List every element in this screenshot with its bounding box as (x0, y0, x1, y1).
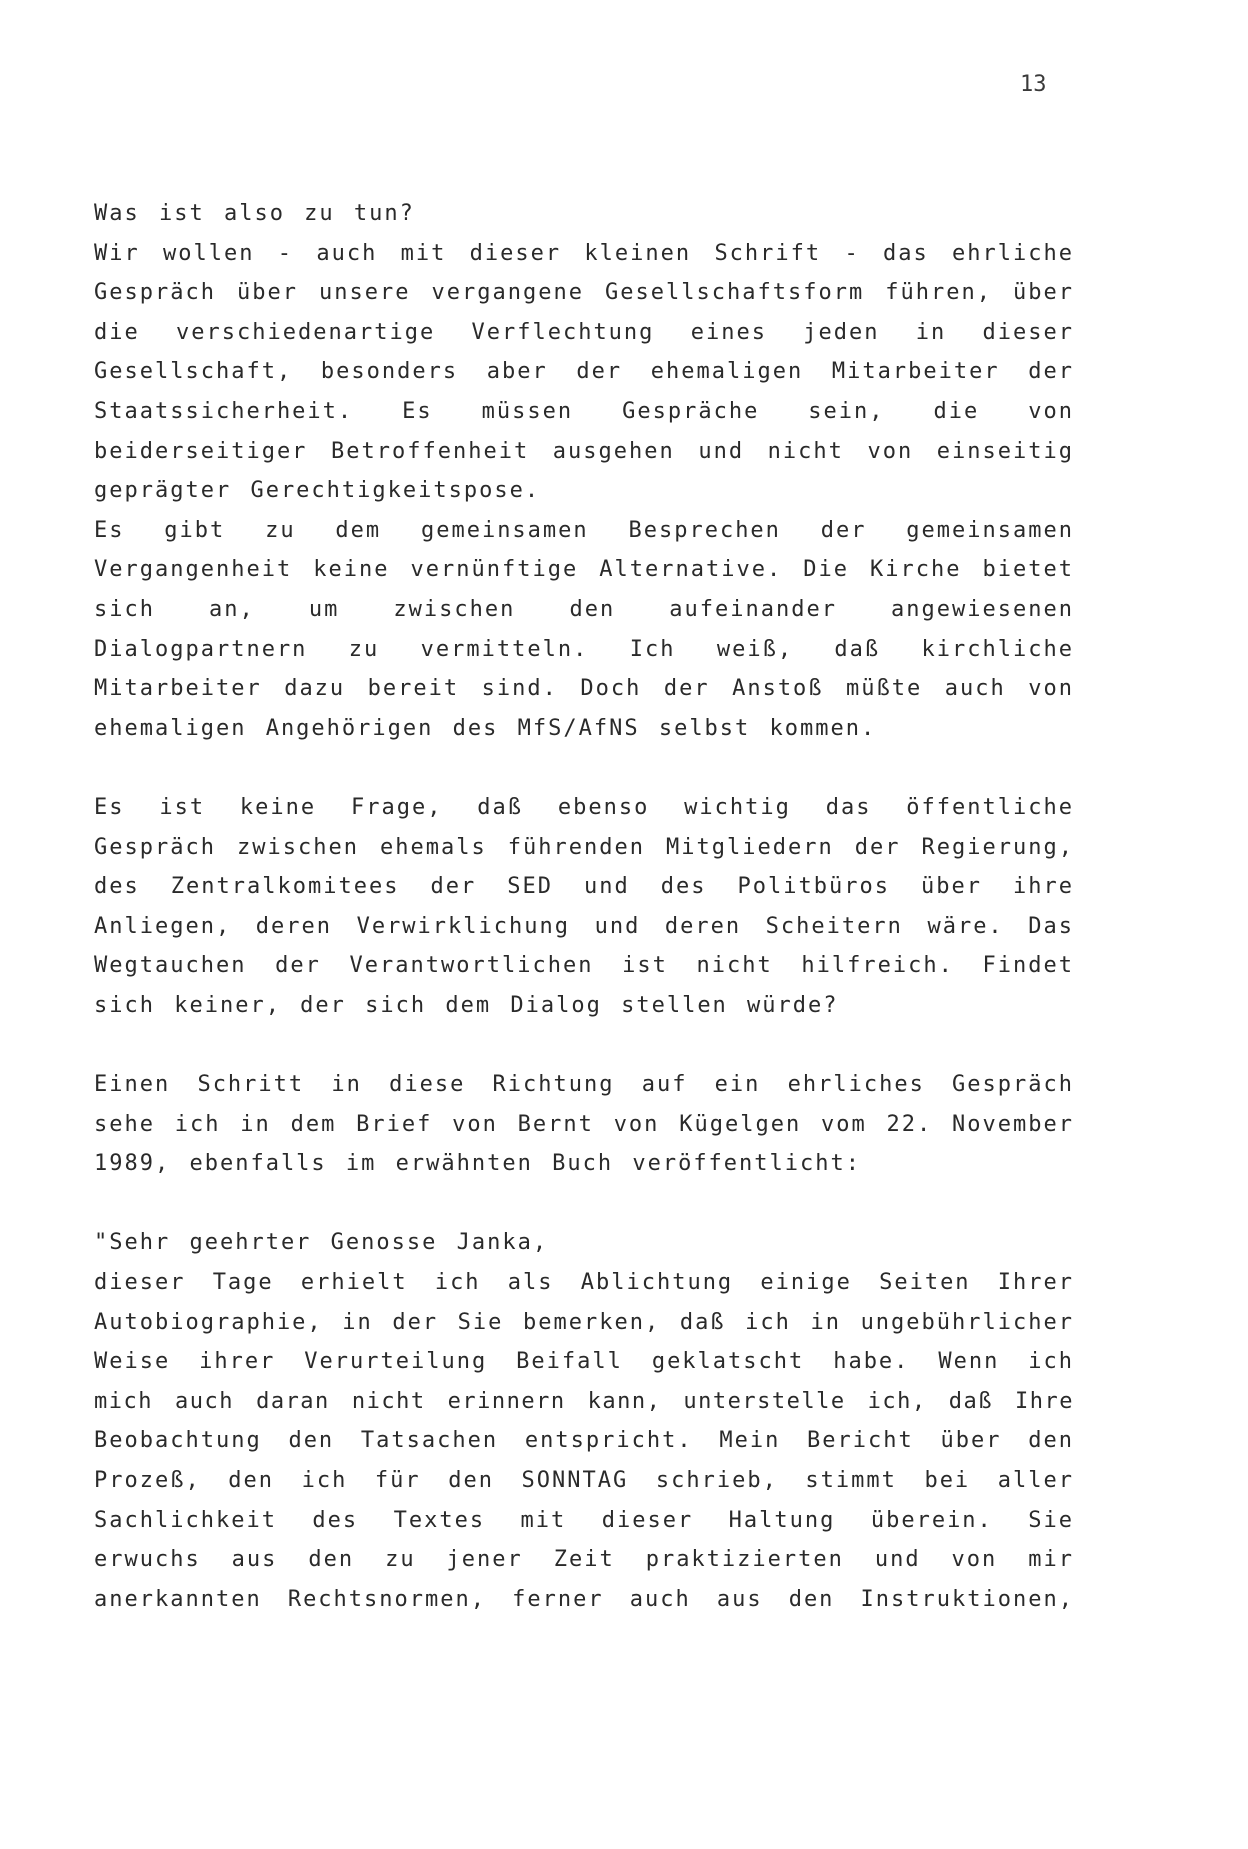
text-line: sehe ich in dem Brief von Bernt von Kügelgen vom 22. November (94, 1111, 1074, 1137)
text-line: die verschiedenartige Verflechtung eines jeden in dieser (94, 319, 1074, 345)
text-line: Es gibt zu dem gemeinsamen Besprechen der gemeinsamen (94, 517, 1074, 543)
text-line: Einen Schritt in diese Richtung auf ein ehrliches Gespräch (94, 1072, 1074, 1098)
body-text (94, 194, 1074, 1619)
text-line: dieser Tage erhielt ich als Ablichtung einige Seiten Ihrer (94, 1270, 1074, 1296)
text-line: Wir wollen - auch mit dieser kleinen Schrift - das ehrliche (94, 240, 1074, 266)
paragraph (94, 234, 1074, 511)
text-line: ehemaligen Angehörigen des MfS/AfNS selbst kommen. (94, 715, 877, 741)
page-number: 13 (1020, 72, 1047, 97)
text-line: Beobachtung den Tatsachen entspricht. Mein Bericht über den (94, 1428, 1074, 1454)
text-line: Mitarbeiter dazu bereit sind. Doch der Anstoß müßte auch von (94, 676, 1074, 702)
paragraph (94, 788, 1074, 1026)
text-line: Wegtauchen der Verantwortlichen ist nicht hilfreich. Findet (94, 953, 1074, 979)
text-line: "Sehr geehrter Genosse Janka, (94, 1230, 549, 1256)
paragraph-gap (94, 1025, 1074, 1065)
paragraph (94, 511, 1074, 749)
text-line: Weise ihrer Verurteilung Beifall geklatscht habe. Wenn ich (94, 1349, 1074, 1375)
text-line: Anliegen, deren Verwirklichung und deren Scheitern wäre. Das (94, 913, 1074, 939)
text-line: geprägter Gerechtigkeitspose. (94, 478, 541, 504)
text-line: mich auch daran nicht erinnern kann, unterstelle ich, daß Ihre (94, 1388, 1074, 1414)
text-line: sich keiner, der sich dem Dialog stellen würde? (94, 992, 839, 1018)
text-line: erwuchs aus den zu jener Zeit praktizierten und von mir (94, 1547, 1074, 1573)
text-line: anerkannten Rechtsnormen, ferner auch aus den Instruktionen, (94, 1586, 1074, 1612)
text-line: Vergangenheit keine vernünftige Alternative. Die Kirche bietet (94, 557, 1074, 583)
text-line: 1989, ebenfalls im erwähnten Buch veröffentlicht: (94, 1151, 862, 1177)
text-line: des Zentralkomitees der SED und des Politbüros über ihre (94, 874, 1074, 900)
paragraph (94, 194, 1074, 234)
text-line: Es ist keine Frage, daß ebenso wichtig das öffentliche (94, 794, 1074, 820)
text-line: Gesellschaft, besonders aber der ehemaligen Mitarbeiter der (94, 359, 1074, 385)
text-line: beiderseitiger Betroffenheit ausgehen und nicht von einseitig (94, 438, 1074, 464)
text-line: sich an, um zwischen den aufeinander angewiesenen (94, 596, 1074, 622)
text-line: Staatssicherheit. Es müssen Gespräche sein, die von (94, 398, 1074, 424)
text-line: Sachlichkeit des Textes mit dieser Haltung überein. Sie (94, 1507, 1074, 1533)
paragraph (94, 1065, 1074, 1184)
paragraph-gap (94, 1184, 1074, 1224)
paragraph (94, 1223, 1074, 1619)
text-line: Gespräch zwischen ehemals führenden Mitgliedern der Regierung, (94, 834, 1074, 860)
paragraph-gap (94, 748, 1074, 788)
text-line: Autobiographie, in der Sie bemerken, daß ich in ungebührlicher (94, 1309, 1074, 1335)
text-line: Dialogpartnern zu vermitteln. Ich weiß, daß kirchliche (94, 636, 1074, 662)
text-line: Was ist also zu tun? (94, 201, 415, 226)
text-line: Prozeß, den ich für den SONNTAG schrieb, stimmt bei aller (94, 1468, 1074, 1493)
text-line: Gespräch über unsere vergangene Gesellschaftsform führen, über (94, 280, 1074, 306)
